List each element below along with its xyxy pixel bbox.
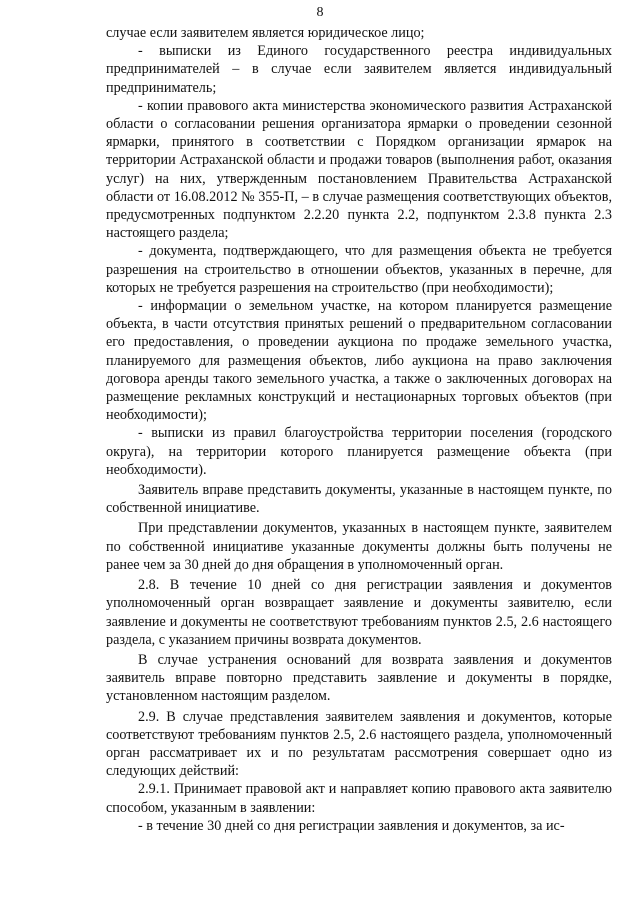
page-number: 8 xyxy=(316,5,324,20)
paragraph: - выписки из Единого государственного реестра индивидуальных предпринимателей – в случае если заявителем является индивидуальный предприниматель; xyxy=(106,43,612,96)
paragraph: - документа, подтверждающего, что для размещения объекта не требуется разрешения на строительство в отношении объектов, указанных в перечне, для которых не требуется разрешения на строительство (при необходимости); xyxy=(106,243,612,296)
paragraph: случае если заявителем является юридическое лицо; xyxy=(106,25,425,41)
paragraph: - копии правового акта министерства экономического развития Астраханской области о согласовании решения организатора ярмарки о проведении сезонной ярмарки, принятого в соответствии с Порядком организации ярмарок на территории Астраханской области и продажи товаров (выполнения работ, оказания услуг) на них, утвержденным постановлением Правительства Астраханской области от 16.08.2012 № 355-П, – в случае размещения соответствующих объектов, предусмотренных подпунктом 2.2.20 пункта 2.2, подпунктом 2.3.8 пункта 2.3 настоящего раздела; xyxy=(106,97,612,242)
paragraph: При представлении документов, указанных в настоящем пункте, заявителем по собственной инициативе указанные документы должны быть получены не ранее чем за 30 дней до дня обращения в уполномоченный орган. xyxy=(106,520,612,573)
paragraph: - информации о земельном участке, на котором планируется размещение объекта, в части отсутствия принятых решений о предварительном согласовании его предоставления, о проведении аукциона по продаже земельного участка, планируемого для размещения объектов, либо аукциона на право заключения договора аренды такого земельного участка, а также о заключенных договорах на размещение рекламных конструкций и нестационарных торговых объектов (при необходимости); xyxy=(106,298,612,424)
document-body xyxy=(106,24,612,835)
paragraph: 2.9.1. Принимает правовой акт и направляет копию правового акта заявителю способом, указанным в заявлении: xyxy=(106,781,612,816)
paragraph: 2.8. В течение 10 дней со дня регистрации заявления и документов уполномоченный орган возвращает заявление и документы заявителю, если заявление и документы не соответствуют требованиям пунктов 2.5, 2.6 настоящего раздела, с указанием причины возврата документов. xyxy=(106,577,612,648)
paragraph: Заявитель вправе представить документы, указанные в настоящем пункте, по собственной инициативе. xyxy=(106,482,612,517)
paragraph: - выписки из правил благоустройства территории поселения (городского округа), на территории которого планируется размещение объекта (при необходимости). xyxy=(106,425,612,478)
paragraph: В случае устранения оснований для возврата заявления и документов заявитель вправе повторно представить заявление и документы в порядке, установленном настоящим разделом. xyxy=(106,651,612,705)
paragraph: - в течение 30 дней со дня регистрации заявления и документов, за ис- xyxy=(138,817,565,834)
paragraph: 2.9. В случае представления заявителем заявления и документов, которые соответствуют требованиям пунктов 2.5, 2.6 настоящего раздела, уполномоченный орган рассматривает их и по результатам рассмотрения совершает одно из следующих действий: xyxy=(106,708,612,780)
